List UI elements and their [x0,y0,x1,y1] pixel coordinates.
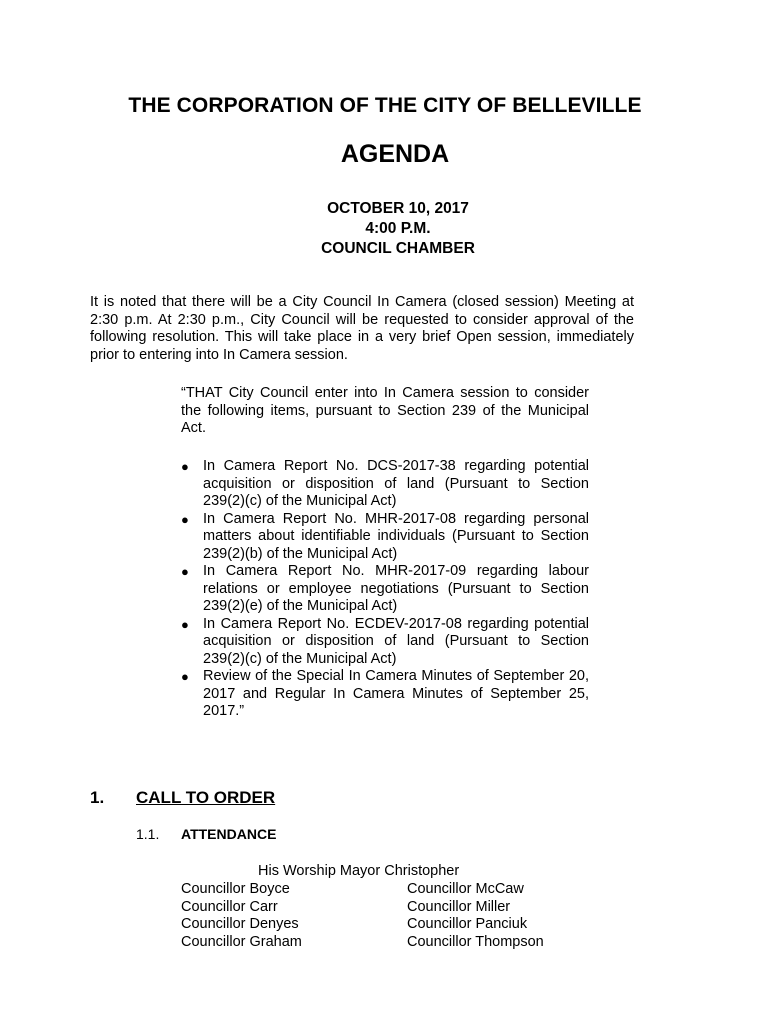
councillor-list [181,881,601,952]
resolution-paragraph: “THAT City Council enter into In Camera session to consider the following items, pursuant to Section 239 of the Municipal Act. [181,385,589,436]
councillor-name: Councillor Thompson [407,934,544,951]
bullet-icon: ● [181,511,189,527]
mayor-name: His Worship Mayor Christopher [258,863,460,879]
bullet-icon: ● [181,669,189,684]
list-item [181,616,589,669]
list-item-text: Review of the Special In Camera Minutes of September 20, 2017 and Regular In Camera Minutes of September 25, 2017.” [203,668,589,719]
meeting-details [0,199,770,259]
meeting-location: COUNCIL CHAMBER [321,240,475,257]
in-camera-items-list [181,458,589,721]
section-number: 1. [90,788,105,807]
councillor-name: Councillor Graham [181,934,302,951]
bullet-icon: ● [181,564,189,579]
councillor-name: Councillor Carr [181,898,278,915]
councillor-name: Councillor McCaw [407,881,524,897]
councillor-name: Councillor Miller [407,898,511,915]
councillor-name: Councillor Denyes [181,916,299,933]
meeting-time: 4:00 P.M. [365,220,431,237]
bullet-icon: ● [181,616,189,632]
subsection-title: ATTENDANCE [181,826,277,842]
list-item-text: In Camera Report No. DCS-2017-38 regarding potential acquisition or disposition of land (Pursuant to Section 239(2)(c) of the Municipal Act) [203,458,589,509]
bullet-icon: ● [181,459,189,474]
intro-paragraph: It is noted that there will be a City Council In Camera (closed session) Meeting at 2:30 p.m. At 2:30 p.m., City Council will be requested to consider approval of the following resolution. This will take place in a very brief Open session, immediately prior to entering into In Camera session. [90,294,634,363]
meeting-date: OCTOBER 10, 2017 [327,200,469,217]
list-item-text: In Camera Report No. MHR-2017-08 regarding personal matters about identifiable individuals (Pursuant to Section 239(2)(b) of the Municipal Act) [203,510,589,562]
list-item-text: In Camera Report No. ECDEV-2017-08 regarding potential acquisition or disposition of land (Pursuant to Section 239(2)(c) of the Municipal Act) [203,615,589,667]
subsection-number: 1.1. [136,826,160,842]
list-item-text: In Camera Report No. MHR-2017-09 regarding labour relations or employee negotiations (Pursuant to Section 239(2)(e) of the Municipal Act) [203,563,589,614]
list-item [181,668,589,721]
corporation-title: THE CORPORATION OF THE CITY OF BELLEVILLE [128,94,642,117]
list-item [181,458,589,511]
agenda-title: AGENDA [340,140,450,168]
councillor-name: Councillor Boyce [181,881,290,897]
section-title: CALL TO ORDER [136,788,276,807]
list-item [181,563,589,616]
councillor-name: Councillor Panciuk [407,916,528,933]
list-item [181,511,589,564]
